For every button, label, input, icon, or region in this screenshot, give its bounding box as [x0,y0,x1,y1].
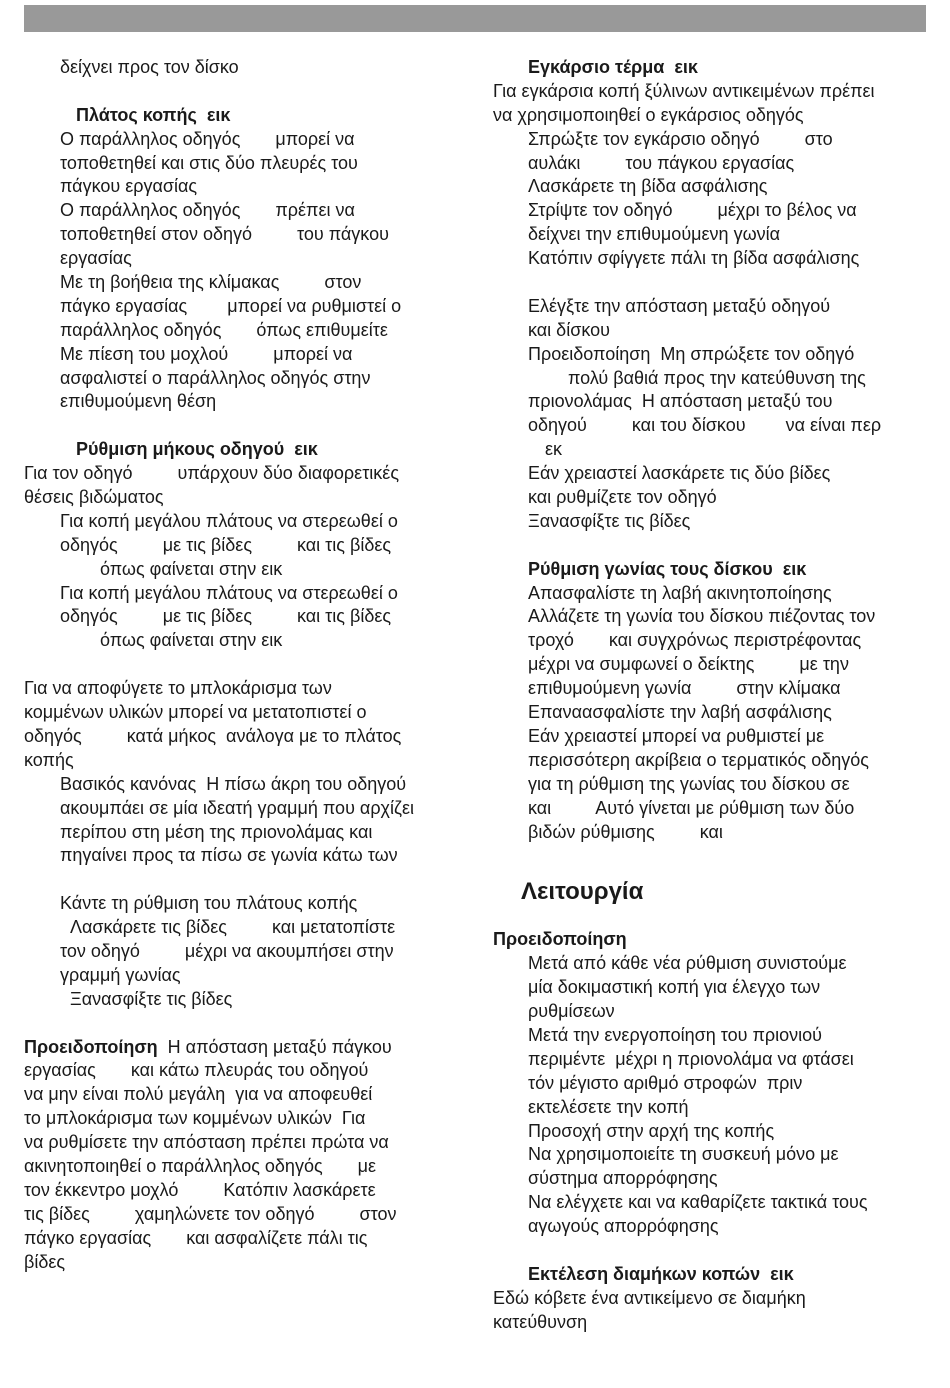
text-line: Για να αποφύγετε το μπλοκάρισμα των [24,678,332,699]
right-column-top [493,56,933,844]
text-line: εργασίας και κάτω πλευράς του οδηγού [24,1060,369,1081]
subheading: Ρύθμιση μήκους οδηγού εικ [76,439,318,460]
blank-line [24,80,464,104]
text-line: όπως φαίνεται στην εικ [100,558,283,579]
text-line: κατεύθυνση [493,1311,588,1332]
text-line: Σπρώξτε τον εγκάρσιο οδηγό στο [528,128,833,149]
text-line: Ο παράλληλος οδηγός μπορεί να [60,128,355,149]
text-line: και δίσκου [528,319,610,340]
text-line: να μην είναι πολύ μεγάλη για να αποφευθεί [24,1084,373,1105]
subheading: Πλάτος κοπής εικ [76,104,231,125]
text-line: Να ελέγχετε και να καθαρίζετε τακτικά τους [528,1192,868,1213]
text-line: πολύ βαθιά προς την κατεύθυνση της [568,367,866,388]
text-line: Βασικός κανόνας Η πίσω άκρη του οδηγού [60,773,407,794]
text-line: Επαναασφαλίστε την λαβή ασφάλισης [528,702,832,723]
text-line: αγωγούς απορρόφησης [528,1216,719,1237]
text-line: Για τον οδηγό υπάρχουν δύο διαφορετικές [24,463,400,484]
text-line: μία δοκιμαστική κοπή για έλεγχο των [528,977,821,998]
blank-line [493,1239,933,1263]
text-line: κοπής [24,749,74,770]
text-line: Για κοπή μεγάλου πλάτους να στερεωθεί ο [60,582,398,603]
text-line: σύστημα απορρόφησης [528,1168,718,1189]
text-line: Αλλάζετε τη γωνία του δίσκου πιέζοντας τον [528,606,876,627]
text-line: Εάν χρειαστεί λασκάρετε τις δύο βίδες [528,463,831,484]
text-line: εκ [545,439,563,460]
text-line: Ξανασφίξτε τις βίδες [70,988,233,1009]
text-line: Ο παράλληλος οδηγός πρέπει να [60,200,355,221]
blank-line [24,653,464,677]
subheading: Εκτέλεση διαμήκων κοπών εικ [528,1263,794,1284]
text-line: οδηγού και του δίσκου να είναι περ [528,415,882,436]
text-line: μέχρι να συμφωνεί ο δείκτης με την [528,654,849,675]
header-bar [24,5,926,32]
blank-line [24,1012,464,1036]
right-column-bottom [493,928,933,1334]
text-line: εργασίας [60,248,132,269]
text-line: να χρησιμοποιηθεί ο εγκάρσιος οδηγός [493,104,804,125]
text-line: δείχνει προς τον δίσκο [60,57,239,77]
text-line: το μπλοκάρισμα των κομμένων υλικών Για [24,1108,366,1129]
text-line: επιθυμούμενη γωνία στην κλίμακα [528,678,841,699]
text-line: Για κοπή μεγάλου πλάτους να στερεωθεί ο [60,510,398,531]
text-line: βιδών ρύθμισης και [528,821,723,842]
text-line: επιθυμούμενη θέση [60,391,217,412]
text-line: Με τη βοήθεια της κλίμακας στον [60,272,362,293]
text-line: Εάν χρειαστεί μπορεί να ρυθμιστεί με [528,725,825,746]
text-line: Κατόπιν σφίγγετε πάλι τη βίδα ασφάλισης [528,248,860,269]
text-line: τον έκκεντρο μοχλό Κατόπιν λασκάρετε [24,1179,376,1200]
text-line: πάγκο εργασίας και ασφαλίζετε πάλι τις [24,1227,368,1248]
text-line: οδηγός με τις βίδες και τις βίδες [60,534,392,555]
text-line: τροχό και συγχρόνως περιστρέφοντας [528,630,862,651]
text-line: και Αυτό γίνεται με ρύθμιση των δύο [528,797,855,818]
text-line: Εδώ κόβετε ένα αντικείμενο σε διαμήκη [493,1287,806,1308]
text-line: Στρίψτε τον οδηγό μέχρι το βέλος να [528,200,857,221]
text-line: πάγκου εργασίας [60,176,198,197]
text-line: Λασκάρετε τη βίδα ασφάλισης [528,176,768,197]
text-line: οδηγός με τις βίδες και τις βίδες [60,606,392,627]
text-line: Μετά από κάθε νέα ρύθμιση συνιστούμε [528,953,847,974]
text-line: περιμέντε μέχρι η πριονολάμα να φτάσει [528,1048,854,1069]
text-line: πηγαίνει προς τα πίσω σε γωνία κάτω των [60,845,398,866]
text-line: και ρυθμίζετε τον οδηγό [528,487,717,508]
text-line: πάγκο εργασίας μπορεί να ρυθμιστεί ο [60,295,402,316]
text-line: θέσεις βιδώματος [24,487,164,508]
text-line [24,1036,464,1060]
text-line: Μετά την ενεργοποίηση του πριονιού [528,1024,822,1045]
text-line: τοποθετηθεί στον οδηγό του πάγκου [60,224,389,245]
text-line: ακινητοποιηθεί ο παράλληλος οδηγός με [24,1155,377,1176]
text-line: αυλάκι του πάγκου εργασίας [528,152,795,173]
text-line: Κάντε τη ρύθμιση του πλάτους κοπής [60,893,358,914]
left-column [24,56,464,1274]
text-line: Ξανασφίξτε τις βίδες [528,510,691,531]
text-line: περισσότερη ακρίβεια ο τερματικός οδηγός [528,749,869,770]
text-line: Για εγκάρσια κοπή ξύλινων αντικειμένων πρέπει [493,80,875,101]
text-line: τόν μέγιστο αριθμό στροφών πριν [528,1072,803,1093]
text-line: γραμμή γωνίας [60,964,181,985]
subheading: Προειδοποίηση [493,929,627,950]
blank-line [493,271,933,295]
subheading: Ρύθμιση γωνίας τους δίσκου εικ [528,558,807,579]
warning-label: Προειδοποίηση [24,1036,158,1057]
blank-line [493,534,933,558]
text-line: Λασκάρετε τις βίδες και μετατοπίστε [70,917,396,938]
text-line: δείχνει την επιθυμούμενη γωνία [528,224,781,245]
text-line: ασφαλιστεί ο παράλληλος οδηγός στην [60,367,371,388]
blank-line [24,868,464,892]
text-line: τον οδηγό μέχρι να ακουμπήσει στην [60,940,394,961]
text-line: Ελέγξτε την απόσταση μεταξύ οδηγού [528,295,831,316]
text-line: τις βίδες χαμηλώνετε τον οδηγό στον [24,1203,397,1224]
text-line: Να χρησιμοποιείτε τη συσκευή μόνο με [528,1144,839,1165]
text-line: Προσοχή στην αρχή της κοπής [528,1120,775,1141]
section-heading: Λειτουργία [521,878,644,906]
blank-line [24,414,464,438]
text-line: κομμένων υλικών μπορεί να μετατοπιστεί ο [24,702,367,723]
subheading: Εγκάρσιο τέρμα εικ [528,57,698,77]
text-line: Απασφαλίστε τη λαβή ακινητοποίησης [528,582,832,603]
text-line: τοποθετηθεί και στις δύο πλευρές του [60,152,358,173]
right-column [493,56,933,1335]
text-line: Με πίεση του μοχλού μπορεί να [60,343,353,364]
text-line: Προειδοποίηση Μη σπρώξετε τον οδηγό [528,343,855,364]
text-line: εκτελέσετε την κοπή [528,1096,689,1117]
text-line: παράλληλος οδηγός όπως επιθυμείτε [60,319,388,340]
text-line: ακουμπάει σε μία ιδεατή γραμμή που αρχίζει [60,797,414,818]
text-line: βίδες [24,1251,66,1272]
text-line: να ρυθμίσετε την απόσταση πρέπει πρώτα να [24,1132,389,1153]
text-line: για τη ρύθμιση της γωνίας του δίσκου σε [528,773,850,794]
text-line: οδηγός κατά μήκος ανάλογα με το πλάτος [24,725,402,746]
text-line: πριονολάμας Η απόσταση μεταξύ του [528,391,833,412]
text-line: όπως φαίνεται στην εικ [100,630,283,651]
text-line: περίπου στη μέση της πριονολάμας και [60,821,373,842]
text-line: ρυθμίσεων [528,1001,615,1022]
warning-text: Η απόσταση μεταξύ πάγκου [157,1036,392,1057]
